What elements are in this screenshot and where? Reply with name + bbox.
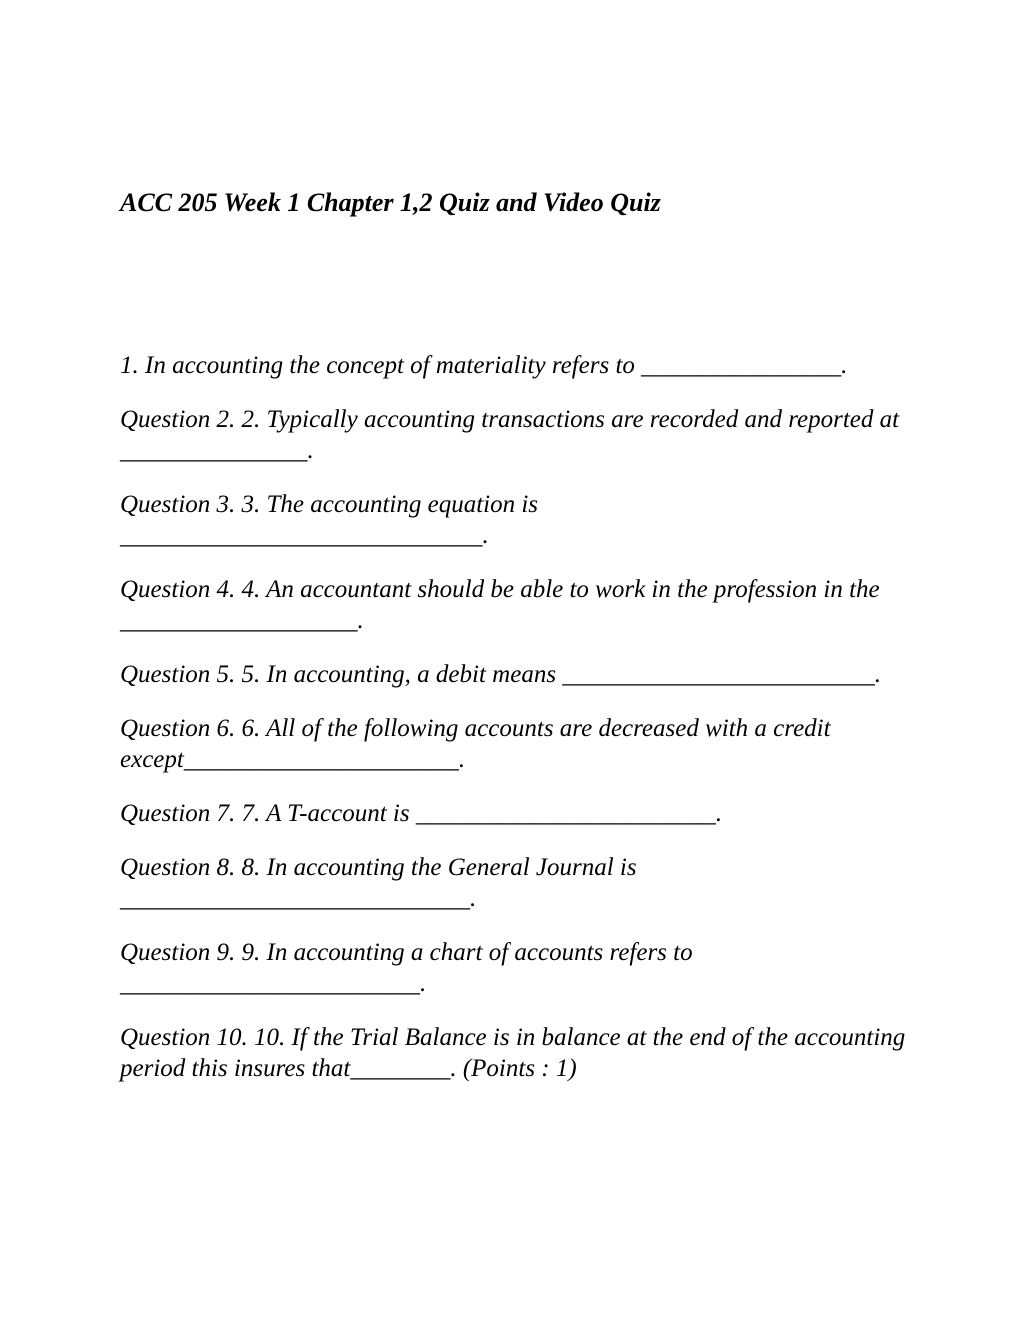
question-item: 1. In accounting the concept of materiality refers to ________________. [120,352,848,379]
question-item: Question 6. 6. All of the following accounts are decreased with a credit except______________________. [120,715,831,773]
question-item: Question 7. 7. A T-account is ________________________. [120,800,723,827]
question-list [120,350,910,1084]
question-item: Question 2. 2. Typically accounting transactions are recorded and reported at _______________. [120,406,900,464]
document-title: ACC 205 Week 1 Chapter 1,2 Quiz and Video Quiz [120,188,661,217]
question-item: Question 8. 8. In accounting the General Journal is ____________________________. [120,854,637,912]
question-item: Question 4. 4. An accountant should be able to work in the profession in the ___________________. [120,576,880,634]
question-item: Question 3. 3. The accounting equation is _____________________________. [120,491,539,549]
question-item: Question 9. 9. In accounting a chart of accounts refers to ________________________. [120,939,693,997]
question-item: Question 5. 5. In accounting, a debit means _________________________. [120,661,882,688]
question-item: Question 10. 10. If the Trial Balance is in balance at the end of the accounting period this insures that________. (Points : 1) [120,1024,906,1082]
